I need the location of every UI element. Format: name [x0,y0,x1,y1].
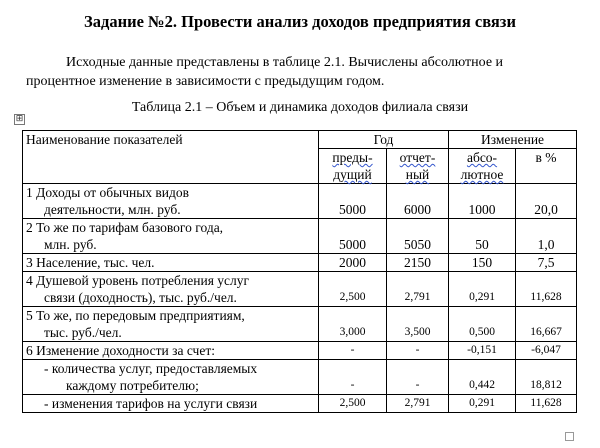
cell-abs: 0,500 [449,307,516,342]
cell-pct: 20,0 [516,184,577,219]
cell-pct: 11,628 [516,272,577,307]
table-header-row-1 [23,131,577,149]
header-abs-a: абсо- [466,150,498,165]
cell-prev: 5000 [319,184,387,219]
cell-report: 5050 [387,219,449,254]
row-label: 3 Население, тыс. чел. [23,254,319,272]
cell-prev: 5000 [319,219,387,254]
cell-prev: 2,500 [319,272,387,307]
header-prev-a: преды- [332,150,373,165]
cell-report: 3,500 [387,307,449,342]
header-report-b: ный [405,167,430,182]
header-prev-b: дущий [333,167,372,182]
row-label-text: - изменения тарифов на услуги связи [44,396,258,411]
cell-abs: 50 [449,219,516,254]
cell-pct: 16,667 [516,307,577,342]
cell-abs: 1000 [449,184,516,219]
cell-pct: 11,628 [516,395,577,413]
intro-line-1: Исходные данные представлены в таблице 2.1. Вычислены абсолютное и [66,55,504,70]
header-change: Изменение [449,131,577,149]
header-report [387,149,449,184]
row-label-b: связи (доходность), тыс. руб./чел. [44,290,237,305]
cell-prev: 2000 [319,254,387,272]
row-label [23,307,319,342]
row-label-b: млн. руб. [44,237,97,252]
row-label-b: тыс. руб./чел. [44,325,122,340]
cell-abs: 150 [449,254,516,272]
cell-report: - [387,342,449,360]
row-label [23,395,319,413]
header-abs [449,149,516,184]
table-row [23,342,577,360]
row-label-a: 4 Душевой уровень потребления услуг [26,273,250,288]
cell-report: 6000 [387,184,449,219]
row-label-b: каждому потребителю; [66,378,199,393]
cell-report: 2150 [387,254,449,272]
intro-paragraph [26,53,586,91]
row-label: 6 Изменение доходности за счет: [23,342,319,360]
cell-report: - [387,360,449,395]
row-label-a: - количества услуг, предоставляемых [44,361,258,376]
table-row [23,360,577,395]
cell-prev: 3,000 [319,307,387,342]
row-label-b: деятельности, млн. руб. [44,202,181,217]
intro-line-2: процентное изменение в зависимости с предыдущим годом. [26,74,385,89]
header-report-a: отчет- [399,150,436,165]
table-row [23,254,577,272]
table-row [23,184,577,219]
cell-report: 2,791 [387,395,449,413]
table-caption: Таблица 2.1 – Объем и динамика доходов филиала связи [131,100,469,115]
table-resize-handle[interactable] [565,432,574,441]
cell-pct: -6,047 [516,342,577,360]
task-title: Задание №2. Провести анализ доходов предприятия связи [84,12,516,31]
table-row [23,272,577,307]
cell-abs: 0,442 [449,360,516,395]
row-label-a: 2 То же по тарифам базового года, [26,220,224,235]
row-label [23,219,319,254]
cell-prev: - [319,342,387,360]
cell-abs: -0,151 [449,342,516,360]
row-label-a: 1 Доходы от обычных видов [26,185,189,200]
row-label [23,360,319,395]
cell-abs: 0,291 [449,272,516,307]
table-row [23,219,577,254]
header-prev [319,149,387,184]
cell-pct: 1,0 [516,219,577,254]
header-year: Год [319,131,449,149]
income-table [22,130,577,413]
row-label-a: 5 То же, по передовым предприятиям, [26,308,245,323]
row-label [23,272,319,307]
cell-pct: 18,812 [516,360,577,395]
cell-prev: - [319,360,387,395]
table-row [23,395,577,413]
cell-abs: 0,291 [449,395,516,413]
table-move-handle-icon[interactable]: ⊞ [15,114,24,124]
cell-report: 2,791 [387,272,449,307]
row-label [23,184,319,219]
header-abs-b: лютное [460,167,504,182]
header-pct: в % [516,149,577,184]
cell-prev: 2,500 [319,395,387,413]
header-name: Наименование показателей [23,131,319,184]
table-row [23,307,577,342]
cell-pct: 7,5 [516,254,577,272]
